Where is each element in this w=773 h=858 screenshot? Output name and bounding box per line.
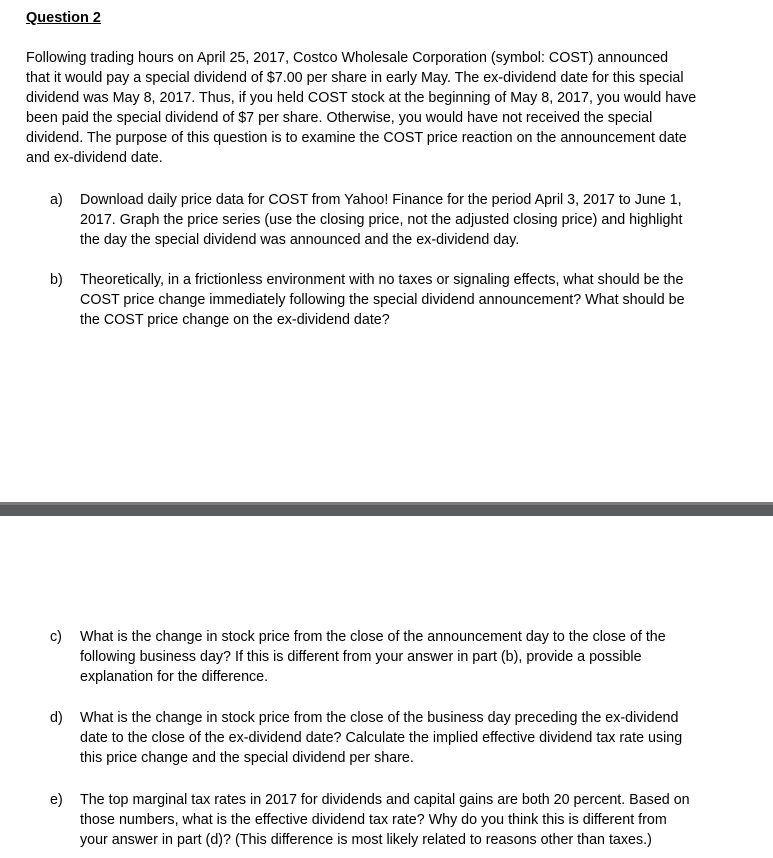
page-separator <box>0 502 773 516</box>
part-line: 2017. Graph the price series (use the closing price, not the adjusted closing price) and highlight <box>80 212 683 228</box>
intro-paragraph <box>26 48 756 168</box>
question-heading: Question 2 <box>26 10 101 26</box>
part-line: The top marginal tax rates in 2017 for dividends and capital gains are both 20 percent. Based on <box>80 792 690 808</box>
part-line: Theoretically, in a frictionless environment with no taxes or signaling effects, what should be the <box>80 272 684 288</box>
part-text <box>80 708 760 768</box>
intro-line: dividend was May 8, 2017. Thus, if you held COST stock at the beginning of May 8, 2017, you would have <box>26 90 697 106</box>
part-line: date to the close of the ex-dividend date? Calculate the implied effective dividend tax rate using <box>80 730 683 746</box>
part-line: explanation for the difference. <box>80 669 269 685</box>
part-text <box>80 190 760 250</box>
part-line: What is the change in stock price from the close of the announcement day to the close of the <box>80 629 666 645</box>
part-marker: b) <box>50 272 63 288</box>
part-text <box>80 790 760 850</box>
part-line: Download daily price data for COST from Yahoo! Finance for the period April 3, 2017 to June 1, <box>80 192 682 208</box>
part-marker: c) <box>50 629 62 645</box>
intro-line: been paid the special dividend of $7 per share. Otherwise, you would have not received the special <box>26 110 653 126</box>
part-text <box>80 270 760 330</box>
part-marker: d) <box>50 710 63 726</box>
part-line: those numbers, what is the effective dividend tax rate? Why do you think this is different from <box>80 812 667 828</box>
part-line: your answer in part (d)? (This difference is most likely related to reasons other than taxes.) <box>80 832 652 848</box>
intro-line: Following trading hours on April 25, 2017, Costco Wholesale Corporation (symbol: COST) announced <box>26 50 669 66</box>
part-line: COST price change immediately following the special dividend announcement? What should be <box>80 292 685 308</box>
intro-line: and ex-dividend date. <box>26 150 163 166</box>
part-line: this price change and the special dividend per share. <box>80 750 414 766</box>
intro-line: dividend. The purpose of this question is to examine the COST price reaction on the announcement date <box>26 130 687 146</box>
part-marker: a) <box>50 192 63 208</box>
part-line: the COST price change on the ex-dividend date? <box>80 312 390 328</box>
intro-line: that it would pay a special dividend of $7.00 per share in early May. The ex-dividend date for this special <box>26 70 684 86</box>
part-line: following business day? If this is different from your answer in part (b), provide a possible <box>80 649 642 665</box>
part-marker: e) <box>50 792 63 808</box>
part-line: the day the special dividend was announced and the ex-dividend day. <box>80 232 520 248</box>
part-line: What is the change in stock price from the close of the business day preceding the ex-dividend <box>80 710 679 726</box>
part-text <box>80 627 760 687</box>
